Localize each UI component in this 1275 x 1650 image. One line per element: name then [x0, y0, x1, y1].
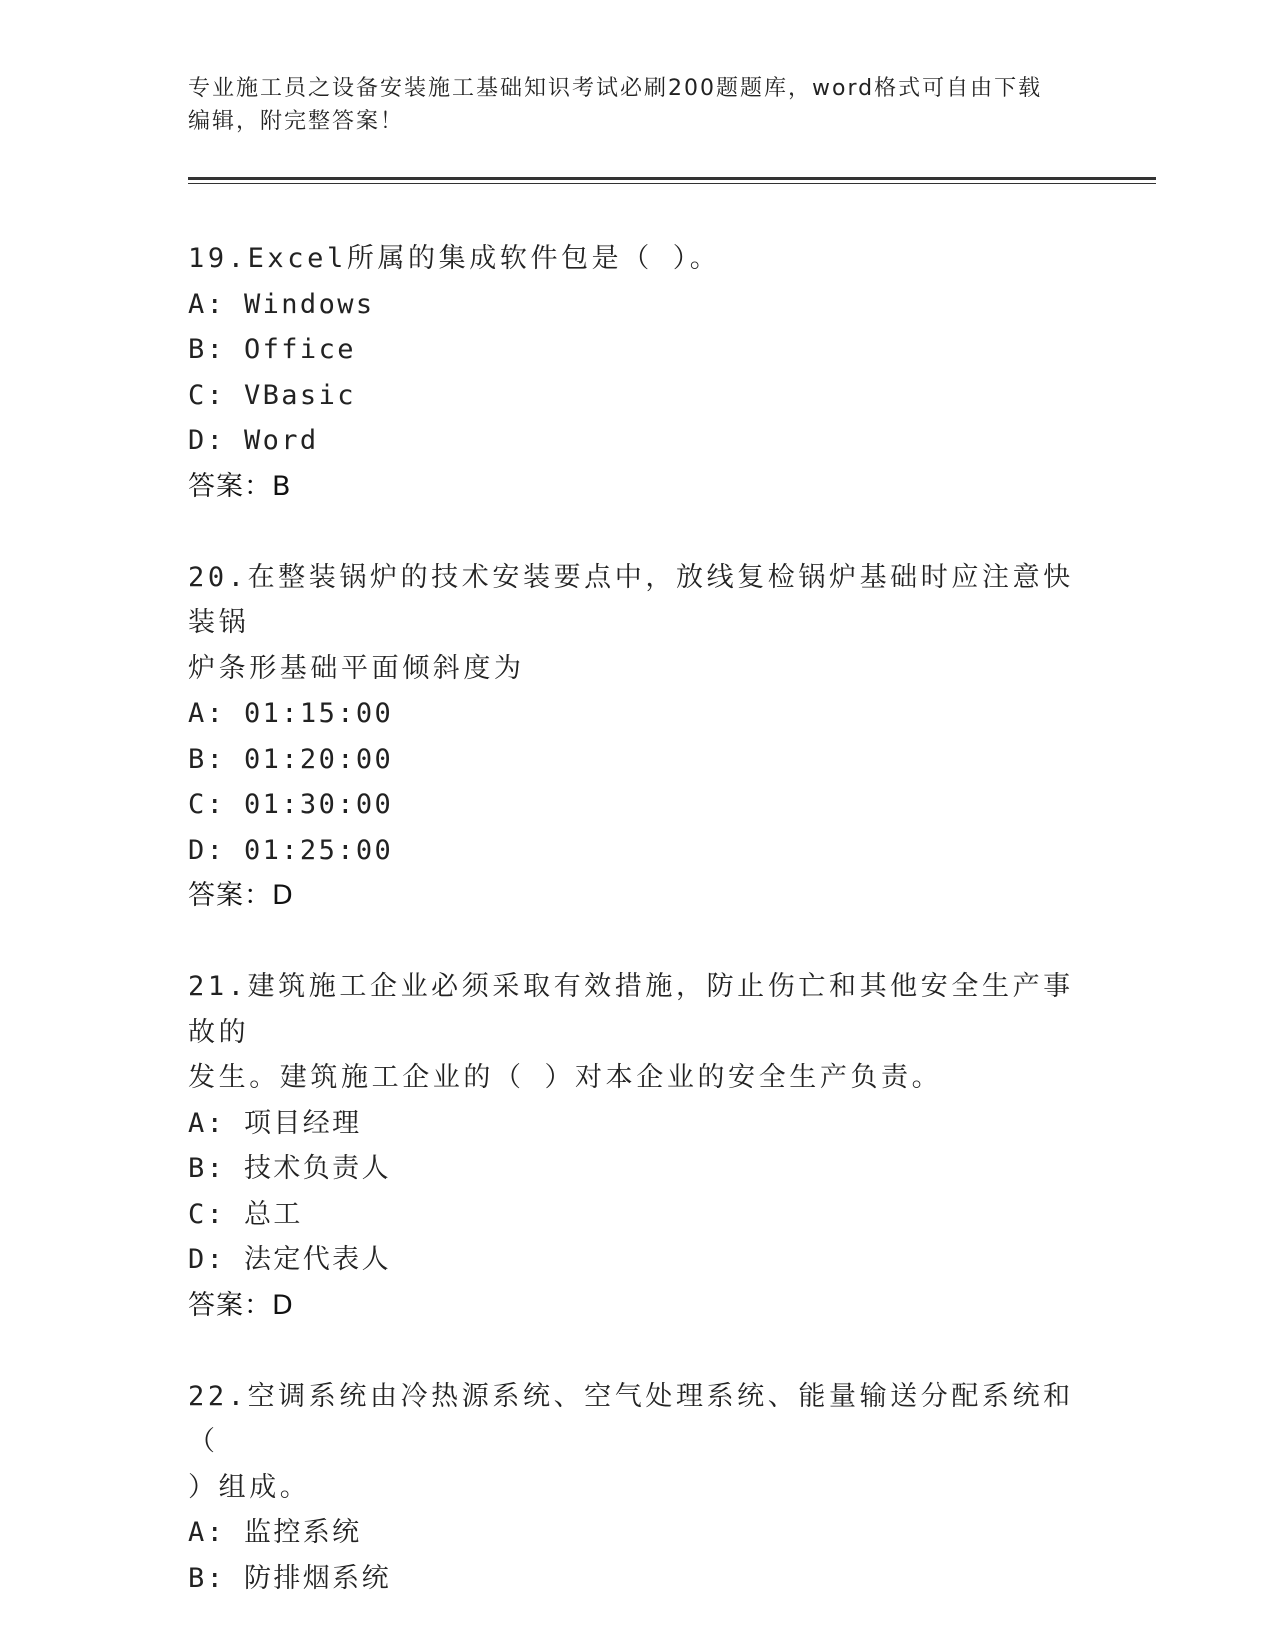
- option-d: D: Word: [188, 425, 319, 456]
- question-19: [188, 236, 1088, 509]
- option-a: A: 01:15:00: [188, 698, 394, 729]
- answer-text: 答案：D: [188, 1289, 294, 1321]
- answer-text: 答案：D: [188, 880, 294, 911]
- question-21: [188, 964, 1088, 1328]
- question-text: 19.Excel所属的集成软件包是（ ）。: [188, 243, 721, 274]
- question-text-line-1: 22.空调系统由冷热源系统、空气处理系统、能量输送分配系统和（: [188, 1380, 1074, 1457]
- option-a: A: Windows: [188, 288, 375, 320]
- header-divider-thin: [188, 183, 1156, 184]
- option-b: B: 01:20:00: [188, 743, 394, 775]
- document-header: [188, 72, 1088, 138]
- option-d: D: 法定代表人: [188, 1244, 391, 1275]
- option-a: A: 监控系统: [188, 1517, 362, 1548]
- question-text-line-1: 21.建筑施工企业必须采取有效措施，防止伤亡和其他安全生产事故的: [188, 971, 1074, 1048]
- option-d: D: 01:25:00: [188, 834, 394, 866]
- answer-text: 答案：B: [188, 470, 292, 502]
- option-a: A: 项目经理: [188, 1107, 362, 1139]
- option-b: B: 技术负责人: [188, 1153, 391, 1184]
- option-b: B: Office: [188, 334, 356, 365]
- question-text-line-2: 炉条形基础平面倾斜度为: [188, 652, 525, 684]
- question-text-line-2: 发生。建筑施工企业的（ ）对本企业的安全生产负责。: [188, 1062, 943, 1093]
- header-title-line-2: 编辑，附完整答案！: [188, 109, 405, 134]
- option-c: C: VBasic: [188, 379, 356, 411]
- question-22: [188, 1374, 1088, 1602]
- header-divider-thick: [188, 177, 1156, 180]
- option-c: C: 总工: [188, 1198, 303, 1230]
- option-c: C: 01:30:00: [188, 789, 394, 820]
- question-text-line-1: 20.在整装锅炉的技术安装要点中，放线复检锅炉基础时应注意快装锅: [188, 561, 1074, 638]
- header-title-line-1: 专业施工员之设备安装施工基础知识考试必刷200题题库，word格式可自由下载: [188, 76, 1043, 101]
- option-b: B: 防排烟系统: [188, 1562, 391, 1594]
- question-list: [188, 236, 1088, 1647]
- question-20: [188, 555, 1088, 919]
- question-text-line-2: ）组成。: [188, 1471, 311, 1503]
